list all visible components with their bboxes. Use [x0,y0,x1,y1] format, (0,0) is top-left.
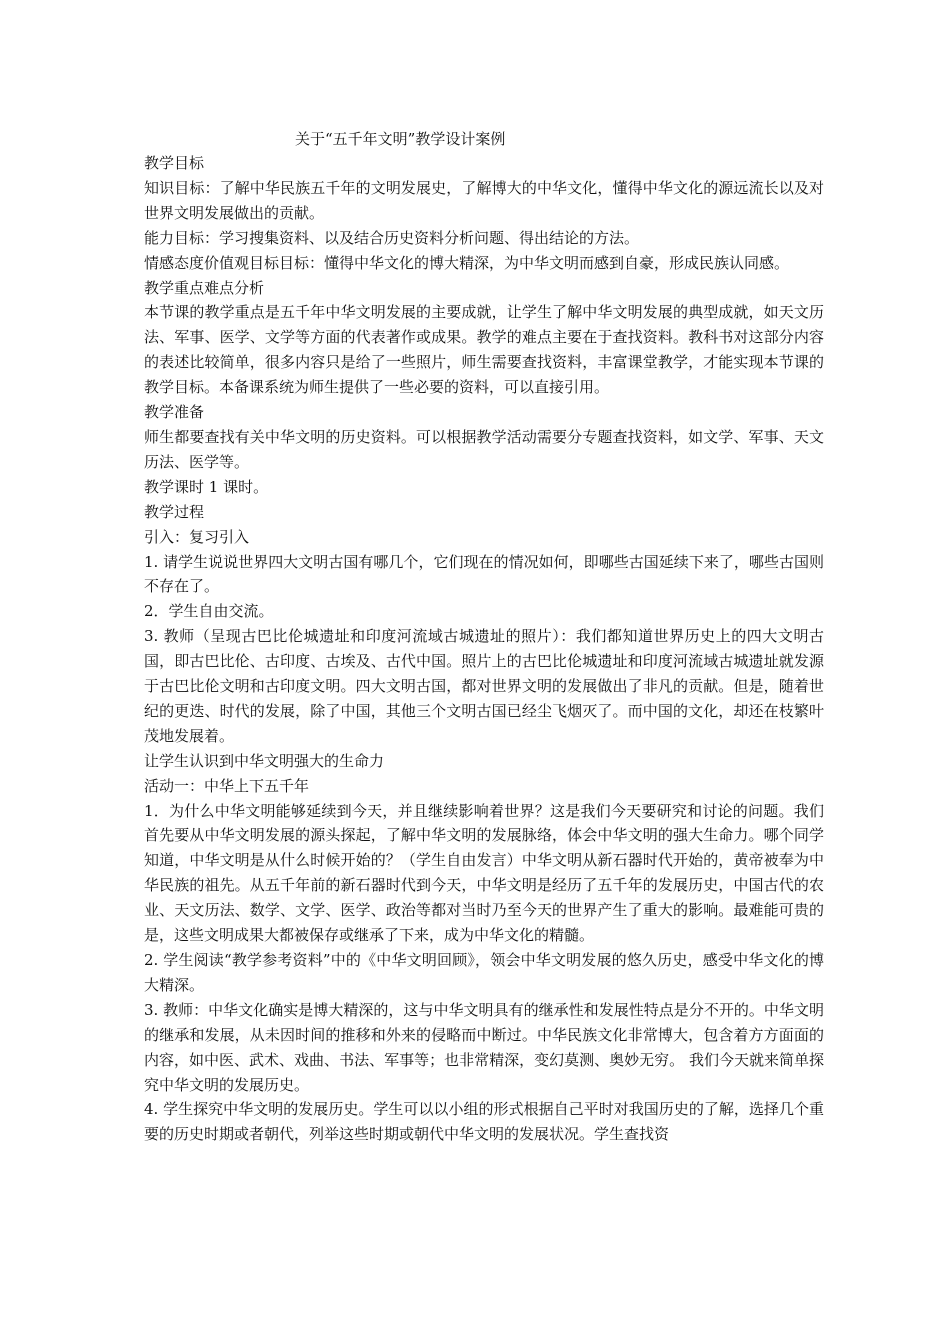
paragraph-activity-step-4: 4. 学生探究中华文明的发展历史。学生可以以小组的形式根据自己平时对我国历史的了解，选择几个重要的历史时期或者朝代，列举这些时期或朝代中华文明的发展状况。学生查找资 [144,1100,824,1144]
paragraph-preparation: 师生都要查找有关中华文明的历史资料。可以根据教学活动需要分专题查找资料，如文学、军事、天文历法、医学等。 [144,427,824,471]
paragraph-introduction: 引入：复习引入 [144,527,250,546]
paragraph-activity-step-1: 1．为什么中华文明能够延续到今天，并且继续影响着世界？这是我们今天要研究和讨论的问题。我们首先要从中华文明发展的源头探起，了解中华文明的发展脉络，体会中华文明的强大生命力。哪个同学知道，中华文明是从什么时候开始的？（学生自由发言）中华文明从新石器时代开始的，黄帝被奉为中华民族的祖先。从五千年前的新石器时代到今天，中华文明是经历了五千年的发展历史，中国古代的农业、天文历法、数学、文学、医学、政治等都对当时乃至今天的世界产生了重大的影响。最难能可贵的是，这些文明成果大都被保存或继承了下来，成为中华文化的精髓。 [144,801,824,945]
paragraph-attitude-goal: 情感态度价值观目标目标：懂得中华文化的博大精深，为中华文明而感到自豪，形成民族认同感。 [144,253,790,272]
heading-key-points: 教学重点难点分析 [144,278,265,297]
paragraph-intro-step-2: 2．学生自由交流。 [144,602,274,621]
heading-teaching-goals: 教学目标 [144,154,205,172]
paragraph-intro-purpose: 让学生认识到中华文明强大的生命力 [144,751,385,770]
heading-preparation: 教学准备 [144,403,205,422]
paragraph-activity-step-3: 3. 教师：中华文化确实是博大精深的，这与中华文明具有的继承性和发展性特点是分不开的。中华文明的继承和发展，从未因时间的推移和外来的侵略而中断过。中华民族文化非常博大，包含着方方面面的内容，如中医、武术、戏曲、书法、军事等；也非常精深，变幻莫测、奥妙无穷。 我们今天就来简单探究中华文明的发展历史。 [144,1000,824,1094]
paragraph-class-hours: 教学课时 1 课时。 [144,477,269,496]
paragraph-activity-step-2: 2. 学生阅读“教学参考资料”中的《中华文明回顾》，领会中华文明发展的悠久历史，感受中华文化的博大精深。 [144,951,824,994]
paragraph-intro-step-3: 3. 教师（呈现古巴比伦城遗址和印度河流域古城遗址的照片）：我们都知道世界历史上的四大文明古国，即古巴比伦、古印度、古埃及、古代中国。照片上的古巴比伦城遗址和印度河流域古城遗址就发源于古巴比伦文明和古印度文明。四大文明古国，都对世界文明的发展做出了非凡的贡献。但是，随着世纪的更迭、时代的发展，除了中国，其他三个文明古国已经尘飞烟灭了。而中国的文化，却还在枝繁叶茂地发展着。 [144,627,824,745]
paragraph-knowledge-goal: 知识目标：了解中华民族五千年的文明发展史，了解博大的中华文化，懂得中华文化的源远流长以及对世界文明发展做出的贡献。 [144,178,824,222]
document-title: 关于“五千年文明”教学设计案例 [295,130,506,148]
paragraph-intro-step-1: 1. 请学生说说世界四大文明古国有哪几个，它们现在的情况如何，即哪些古国延续下来了，哪些古国则不存在了。 [144,552,824,596]
paragraph-ability-goal: 能力目标：学习搜集资料、以及结合历史资料分析问题、得出结论的方法。 [144,228,640,247]
heading-teaching-process: 教学过程 [144,502,205,521]
paragraph-key-points: 本节课的教学重点是五千年中华文明发展的主要成就，让学生了解中华文明发展的典型成就，如天文历法、军事、医学、文学等方面的代表著作或成果。教学的难点主要在于查找资料。教科书对这部分内容的表述比较简单，很多内容只是给了一些照片，师生需要查找资料，丰富课堂教学，才能实现本节课的教学目标。本备课系统为师生提供了一些必要的资料，可以直接引用。 [144,303,824,397]
heading-activity-one: 活动一：中华上下五千年 [144,776,310,795]
document-body [144,127,824,1147]
